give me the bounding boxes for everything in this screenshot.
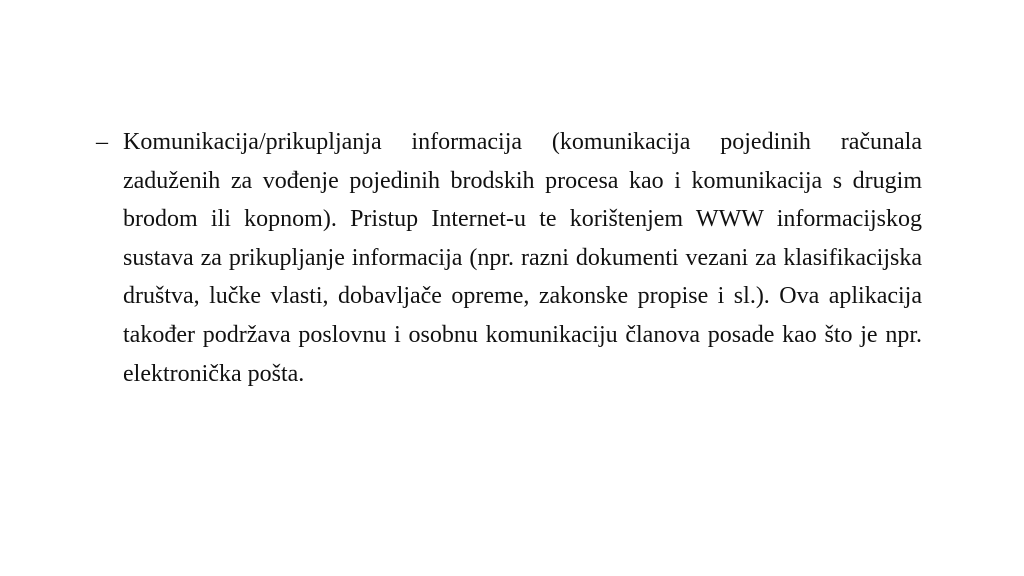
- bullet-paragraph: Komunikacija/prikupljanja informacija (komunikacija pojedinih računala zaduženih za vođenje pojedinih brodskih procesa kao i komunikacija s drugim brodom ili kopnom). Pristup Internet-u te korištenjem WWW informacijskog sustava za prikupljanje informacija (npr. razni dokumenti vezani za klasifikacijska društva, lučke vlasti, dobavljače opreme, zakonske propise i sl.). Ova aplikacija također podržava poslovnu i osobnu komunikaciju članova posade kao što je npr. elektronička pošta.: [123, 129, 922, 387]
- bullet-item: [96, 123, 922, 393]
- dash-bullet-icon: –: [96, 129, 108, 155]
